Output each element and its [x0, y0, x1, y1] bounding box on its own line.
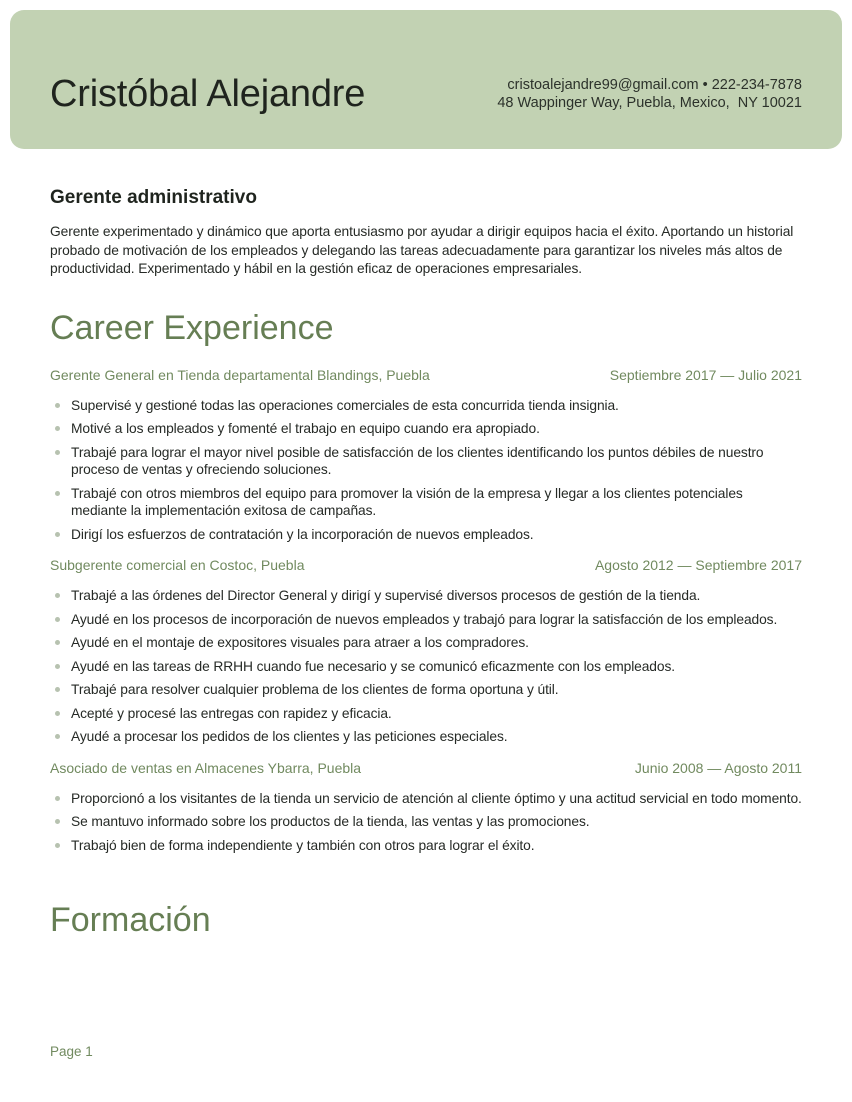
job-bullets: [50, 587, 802, 746]
bullet-dot-icon: [55, 617, 60, 622]
job-role: Subgerente comercial en Costoc, Puebla: [50, 557, 305, 573]
bullet-dot-icon: [55, 532, 60, 537]
bullet-dot-icon: [55, 819, 60, 824]
job-dates: Agosto 2012 — Septiembre 2017: [594, 557, 802, 573]
profile-title: Gerente administrativo: [50, 187, 257, 208]
job-dates: Junio 2008 — Agosto 2011: [634, 759, 802, 776]
career-experience-heading: Career Experience: [50, 308, 334, 347]
bullet-item: [50, 526, 802, 544]
bullet-dot-icon: [55, 664, 60, 669]
bullet-text: Dirigí los esfuerzos de contratación y la incorporación de nuevos empleados.: [71, 526, 534, 542]
bullet-item: [50, 397, 802, 415]
bullet-separator: •: [702, 77, 708, 93]
education-heading: Formación: [50, 901, 211, 939]
contact-line-1: [497, 76, 802, 94]
bullet-dot-icon: [55, 796, 60, 801]
phone: 222-234-7878: [711, 77, 802, 93]
candidate-name: Cristóbal Alejandre: [50, 73, 366, 115]
resume-header: [10, 10, 842, 149]
bullet-text: Trabajé a las órdenes del Director General y dirigí y supervisé diversos procesos de gestión de la tienda.: [71, 588, 701, 603]
bullet-item: [50, 485, 802, 520]
bullet-dot-icon: [55, 426, 60, 431]
job-header: [50, 759, 802, 777]
job-role: Asociado de ventas en Almacenes Ybarra, Puebla: [50, 759, 362, 776]
bullet-dot-icon: [55, 734, 60, 739]
bullet-item: [50, 420, 802, 438]
job-dates: Septiembre 2017 — Julio 2021: [609, 366, 802, 383]
bullet-item: [50, 658, 802, 676]
bullet-text: Motivé a los empleados y fomenté el trabajo en equipo cuando era apropiado.: [71, 421, 540, 436]
bullet-dot-icon: [55, 687, 60, 692]
bullet-dot-icon: [55, 491, 60, 496]
bullet-dot-icon: [55, 711, 60, 716]
bullet-item: [50, 837, 802, 855]
job-role: Gerente General en Tienda departamental Blandings, Puebla: [50, 366, 430, 383]
bullet-item: [50, 728, 802, 746]
bullet-item: [50, 587, 802, 605]
job-bullets: [50, 790, 802, 855]
bullet-text: Trabajé para lograr el mayor nivel posible de satisfacción de los clientes identificando los puntos débiles de nuestro proceso de ventas y ofreciendo soluciones.: [71, 444, 764, 477]
bullet-text: Ayudé en el montaje de expositores visuales para atraer a los compradores.: [71, 635, 529, 650]
bullet-item: [50, 611, 802, 629]
job-header: [50, 366, 802, 384]
bullet-dot-icon: [55, 450, 60, 455]
address: 48 Wappinger Way, Puebla, Mexico, NY 10021: [497, 95, 802, 111]
bullet-item: [50, 444, 802, 479]
job-header: [50, 556, 802, 574]
bullet-dot-icon: [55, 640, 60, 645]
profile-summary: Gerente experimentado y dinámico que aporta entusiasmo por ayudar a dirigir equipos hacia el éxito. Aportando un historial probado de motivación de los empleados y delegando las tareas adecuadamente para garantizar los niveles más altos de productividad. Experimentado y hábil en la gestión eficaz de operaciones empresariales.: [50, 224, 794, 276]
job-entry: [50, 366, 802, 544]
contact-info: [497, 76, 802, 112]
bullet-text: Acepté y procesé las entregas con rapidez y eficacia.: [71, 705, 392, 721]
bullet-text: Trabajó bien de forma independiente y también con otros para lograr el éxito.: [71, 837, 535, 853]
bullet-dot-icon: [55, 843, 60, 848]
bullet-item: [50, 634, 802, 652]
bullet-item: [50, 790, 802, 808]
bullet-item: [50, 705, 802, 723]
bullet-dot-icon: [55, 593, 60, 598]
job-entry: [50, 556, 802, 746]
bullet-dot-icon: [55, 403, 60, 408]
bullet-text: Trabajé para resolver cualquier problema de los clientes de forma oportuna y útil.: [71, 682, 559, 697]
bullet-text: Ayudé en las tareas de RRHH cuando fue necesario y se comunicó eficazmente con los empleados.: [71, 658, 675, 674]
bullet-item: [50, 681, 802, 699]
job-bullets: [50, 397, 802, 544]
page-number: Page 1: [50, 1044, 93, 1059]
bullet-text: Trabajé con otros miembros del equipo para promover la visión de la empresa y llegar a los clientes potenciales mediante la implementación exitosa de campañas.: [71, 485, 743, 518]
bullet-text: Proporcionó a los visitantes de la tienda un servicio de atención al cliente óptimo y una actitud servicial en todo momento.: [71, 790, 802, 806]
bullet-item: [50, 813, 802, 831]
resume-body: [50, 186, 802, 940]
email: cristoalejandre99@gmail.com: [507, 77, 699, 93]
bullet-text: Se mantuvo informado sobre los productos de la tienda, las ventas y las promociones.: [71, 814, 590, 829]
bullet-text: Supervisé y gestioné todas las operaciones comerciales de esta concurrida tienda insignia.: [71, 397, 619, 413]
bullet-text: Ayudé en los procesos de incorporación de nuevos empleados y trabajó para lograr la satisfacción de los empleados.: [71, 611, 778, 627]
bullet-text: Ayudé a procesar los pedidos de los clientes y las peticiones especiales.: [71, 729, 508, 744]
job-entry: [50, 759, 802, 855]
